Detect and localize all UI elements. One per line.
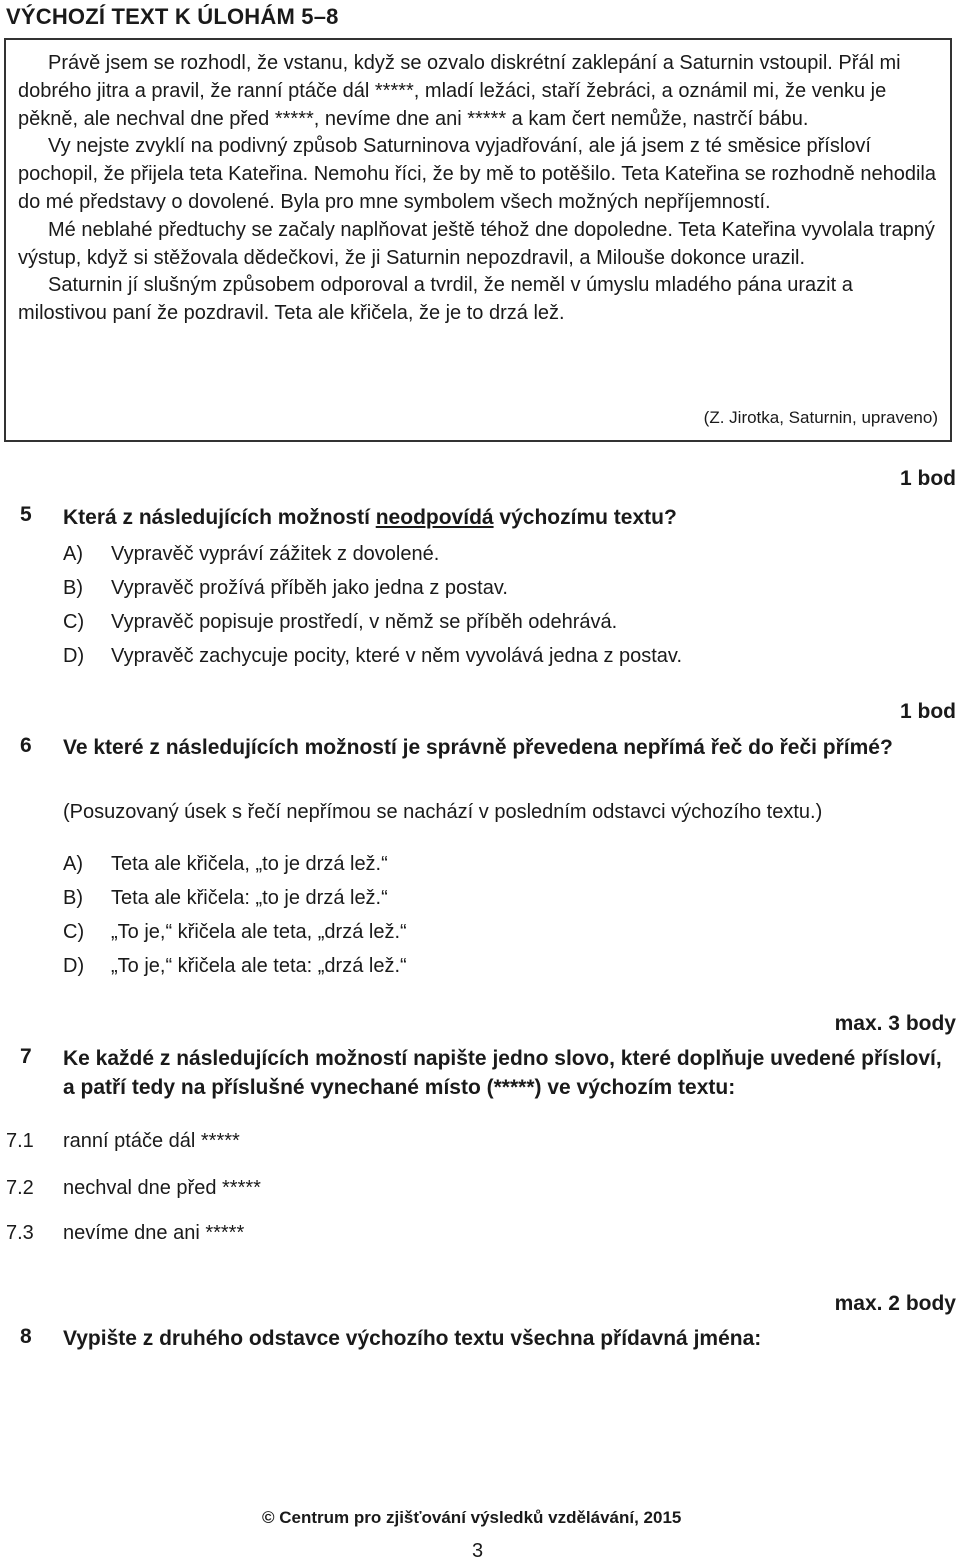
option-letter: A) bbox=[63, 543, 83, 565]
option-text: Vypravěč popisuje prostředí, v němž se příběh odehrává. bbox=[111, 611, 618, 633]
q7-number: 7 bbox=[20, 1045, 32, 1068]
q6-number: 6 bbox=[20, 734, 32, 757]
footer-copyright: © Centrum pro zjišťování výsledků vzdělávání, 2015 bbox=[262, 1508, 682, 1527]
option-text: Teta ale křičela, „to je drzá lež.“ bbox=[111, 853, 388, 875]
source-text-box bbox=[4, 38, 952, 442]
q7-question: Ke každé z následujících možností napište jedno slovo, které doplňuje uvedené přísloví, a patří tedy na příslušné vynechané místo (*****) ve výchozím textu: bbox=[63, 1047, 942, 1099]
option-text: „To je,“ křičela ale teta: „drzá lež.“ bbox=[111, 955, 407, 977]
q6-question: Ve které z následujících možností je správně převedena nepřímá řeč do řeči přímé? bbox=[63, 736, 893, 759]
source-paragraph-3: Mé neblahé předtuchy se začaly naplňovat ještě téhož dne dopoledne. Teta Kateřina vyvolala trapný výstup, když si stěžovala dědečkovi, že ji Saturnin nepozdravil, a Milouše dokonce urazil. bbox=[18, 218, 935, 269]
q6-option-c[interactable] bbox=[63, 921, 407, 944]
section-title: VÝCHOZÍ TEXT K ÚLOHÁM 5–8 bbox=[6, 4, 339, 29]
q5-text-underlined: neodpovídá bbox=[375, 506, 494, 529]
page-number: 3 bbox=[472, 1540, 484, 1562]
option-letter: C) bbox=[63, 921, 85, 943]
q5-text-before: Která z následujících možností bbox=[63, 506, 376, 529]
q8-question: Vypište z druhého odstavce výchozího textu všechna přídavná jména: bbox=[63, 1327, 762, 1350]
q7-item-number: 7.2 bbox=[6, 1177, 34, 1199]
q7-item-text: ranní ptáče dál ***** bbox=[63, 1130, 240, 1152]
option-text: „To je,“ křičela ale teta, „drzá lež.“ bbox=[111, 921, 407, 943]
q6-option-a[interactable] bbox=[63, 853, 388, 876]
q6-points: 1 bod bbox=[900, 700, 956, 723]
source-citation: (Z. Jirotka, Saturnin, upraveno) bbox=[703, 408, 938, 428]
q6-option-d[interactable] bbox=[63, 955, 407, 978]
option-text: Vypravěč prožívá příběh jako jedna z postav. bbox=[111, 577, 508, 599]
q6-note: (Posuzovaný úsek s řečí nepřímou se nachází v posledním odstavci výchozího textu.) bbox=[63, 801, 823, 823]
q5-question bbox=[63, 503, 923, 532]
q5-option-c[interactable] bbox=[63, 611, 617, 634]
q5-points: 1 bod bbox=[900, 467, 956, 490]
q5-number: 5 bbox=[20, 503, 32, 526]
q7-item-text: nevíme dne ani ***** bbox=[63, 1222, 245, 1244]
q7-points: max. 3 body bbox=[834, 1012, 956, 1035]
option-letter: D) bbox=[63, 645, 85, 667]
q5-option-d[interactable] bbox=[63, 645, 682, 668]
q7-item-number: 7.3 bbox=[6, 1222, 34, 1244]
source-paragraph-2: Vy nejste zvyklí na podivný způsob Saturninova vyjadřování, ale já jsem z té směsice přísloví pochopil, že přijela teta Kateřina. Nemohu říci, že by mě to potěšilo. Teta Kateřina se rozhodně nehodila do mé představy o dovolené. Byla pro mne symbolem všech možných nepříjemností. bbox=[18, 135, 936, 213]
option-text: Vypravěč zachycuje pocity, které v něm vyvolává jedna z postav. bbox=[111, 645, 683, 667]
source-paragraph-1: Právě jsem se rozhodl, že vstanu, když se ozvalo diskrétní zaklepání a Saturnin vstoupil. Přál mi dobrého jitra a pravil, že ranní ptáče dál *****, mladí ležáci, staří žebráci, a oznámil mi, že venku je pěkně, ale nechval dne před *****, nevíme dne ani ***** a kam čert nemůže, nastrčí bábu. bbox=[18, 52, 901, 130]
q5-option-a[interactable] bbox=[63, 543, 439, 566]
q6-option-b[interactable] bbox=[63, 887, 388, 910]
option-letter: C) bbox=[63, 611, 85, 633]
q7-item-text: nechval dne před ***** bbox=[63, 1177, 261, 1199]
option-letter: B) bbox=[63, 887, 83, 909]
q8-points: max. 2 body bbox=[834, 1292, 956, 1315]
q7-item-number: 7.1 bbox=[6, 1130, 34, 1152]
option-letter: D) bbox=[63, 955, 85, 977]
option-letter: A) bbox=[63, 853, 83, 875]
source-paragraph-4: Saturnin jí slušným způsobem odporoval a tvrdil, že neměl v úmyslu mladého pána urazit a milostivou paní že pozdravil. Teta ale křičela, že je to drzá lež. bbox=[18, 274, 853, 325]
option-letter: B) bbox=[63, 577, 83, 599]
option-text: Vypravěč vypráví zážitek z dovolené. bbox=[111, 543, 440, 565]
q5-text-after: výchozímu textu? bbox=[493, 506, 677, 529]
q8-number: 8 bbox=[20, 1325, 32, 1348]
q5-option-b[interactable] bbox=[63, 577, 508, 600]
option-text: Teta ale křičela: „to je drzá lež.“ bbox=[111, 887, 388, 909]
